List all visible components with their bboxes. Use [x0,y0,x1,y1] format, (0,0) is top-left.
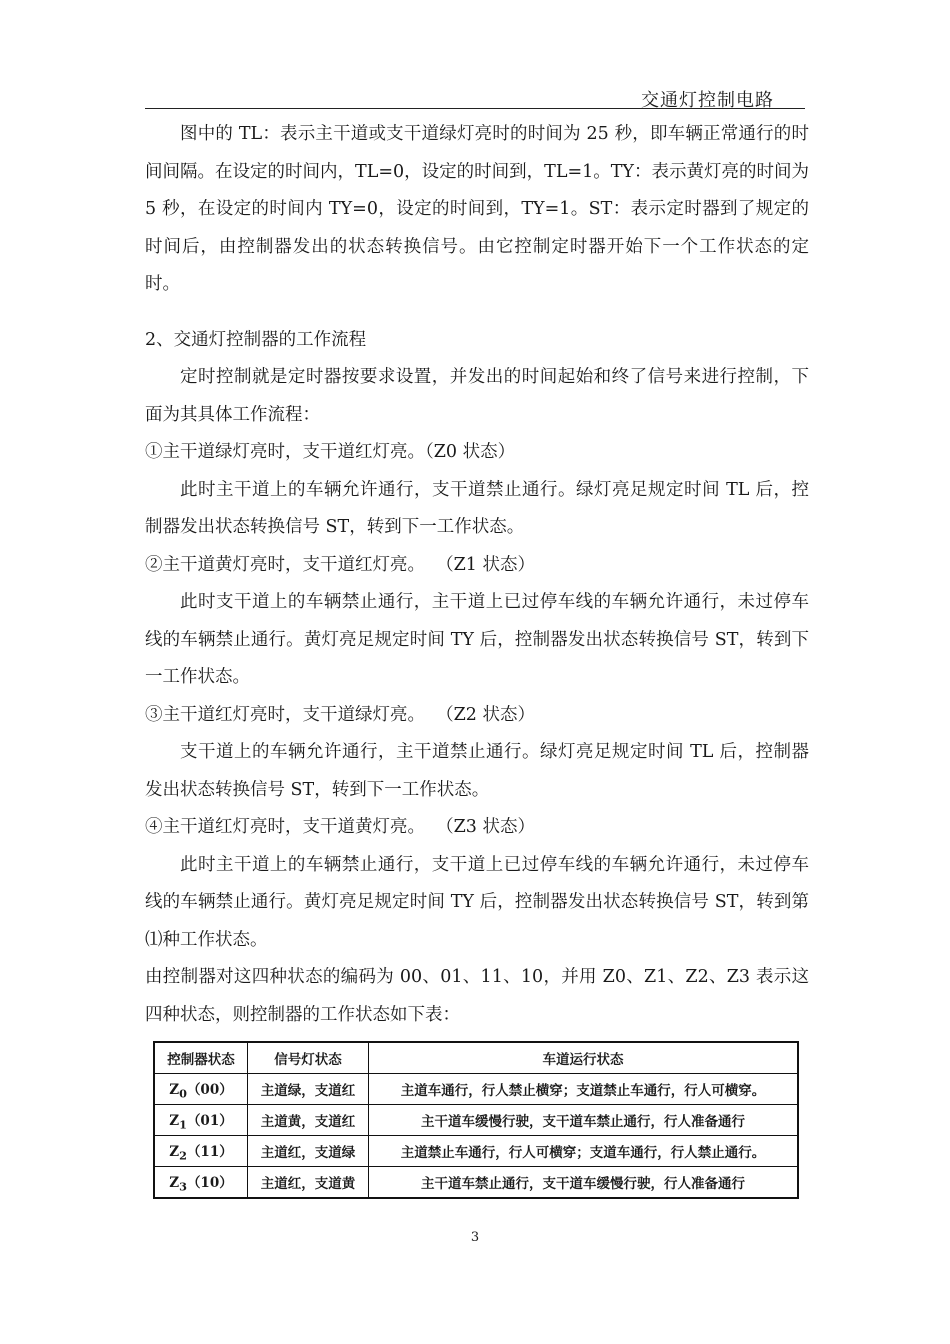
table-row [154,1074,798,1105]
table-header-row [154,1042,798,1074]
signal-cell: 主道黄，支道红 [248,1105,369,1136]
state-cell: $Z_3(10)$ [154,1167,248,1199]
state-z1-title: ②主干道黄灯亮时，支干道红灯亮。 （Z1 状态） [145,554,535,575]
state-cell: $Z_2(11)$ [154,1136,248,1167]
paragraph-encoding: 由控制器对这四种状态的编码为 00、01、11、10，并用 Z0、Z1、Z2、Z3 表示这四种状态，则控制器的工作状态如下表： [145,967,809,1025]
page-number: 3 [470,1230,480,1245]
lane-cell: 主道车通行，行人禁止横穿；支道禁止车通行，行人可横穿。 [369,1074,799,1105]
state-cell: $Z_0(00)$ [154,1074,248,1105]
state-z3-title: ④主干道红灯亮时，支干道黄灯亮。 （Z3 状态） [145,817,535,837]
page-header-title: 交通灯控制电路 [641,90,774,111]
signal-cell: 主道红，支道黄 [248,1167,369,1199]
state-z2-title: ③主干道红灯亮时，支干道绿灯亮。 （Z2 状态） [145,704,535,725]
state-cell: $Z_1(01)$ [154,1105,248,1136]
table-header-cell: 信号灯状态 [248,1042,369,1074]
table-row [154,1136,798,1167]
table-row [154,1105,798,1136]
table-row [154,1167,798,1199]
controller-state-table [153,1041,799,1199]
spacer [145,304,809,322]
signal-cell: 主道绿，支道红 [248,1074,369,1105]
state-z3-text: 此时主干道上的车辆禁止通行，支干道上已过停车线的车辆允许通行，未过停车线的车辆禁止通行。黄灯亮足规定时间 TY 后，控制器发出状态转换信号 ST，转到第⑴种工作状态。 [145,854,809,950]
state-z0-text: 此时主干道上的车辆允许通行，支干道禁止通行。绿灯亮足规定时间 TL 后，控制器发出状态转换信号 ST，转到下一工作状态。 [145,479,809,537]
lane-cell: 主干道车缓慢行驶，支干道车禁止通行，行人准备通行 [369,1105,799,1136]
state-z1-text: 此时支干道上的车辆禁止通行，主干道上已过停车线的车辆允许通行，未过停车线的车辆禁止通行。黄灯亮足规定时间 TY 后，控制器发出状态转换信号 ST，转到下一工作状态。 [145,592,809,687]
document-body [145,116,809,1034]
table-header-cell: 车道运行状态 [369,1042,799,1074]
header-rule [145,108,805,109]
paragraph-intro: 定时控制就是定时器按要求设置，并发出的时间起始和终了信号来进行控制，下面为其具体工作流程： [145,367,809,425]
state-z0-title: ①主干道绿灯亮时，支干道红灯亮。（Z0 状态） [145,442,516,462]
lane-cell: 主道禁止车通行，行人可横穿；支道车通行，行人禁止通行。 [369,1136,799,1167]
table-header-cell: 控制器状态 [154,1042,248,1074]
section-heading: 2、交通灯控制器的工作流程 [145,329,367,350]
signal-cell: 主道红，支道绿 [248,1136,369,1167]
lane-cell: 主干道车禁止通行，支干道车缓慢行驶，行人准备通行 [369,1167,799,1199]
state-z2-text: 支干道上的车辆允许通行，主干道禁止通行。绿灯亮足规定时间 TL 后，控制器发出状态转换信号 ST，转到下一工作状态。 [145,742,809,800]
paragraph-timing: 图中的 TL：表示主干道或支干道绿灯亮时的时间为 25 秒，即车辆正常通行的时间间隔。在设定的时间内，TL=0，设定的时间到，TL=1。TY：表示黄灯亮的时间为 5 秒，在设定的时间内 TY=0，设定的时间到，TY=1。ST：表示定时器到了规定的时间后，由控制器发出的状态转换信号。由它控制定时器开始下一个工作状态的定时。 [145,124,809,294]
